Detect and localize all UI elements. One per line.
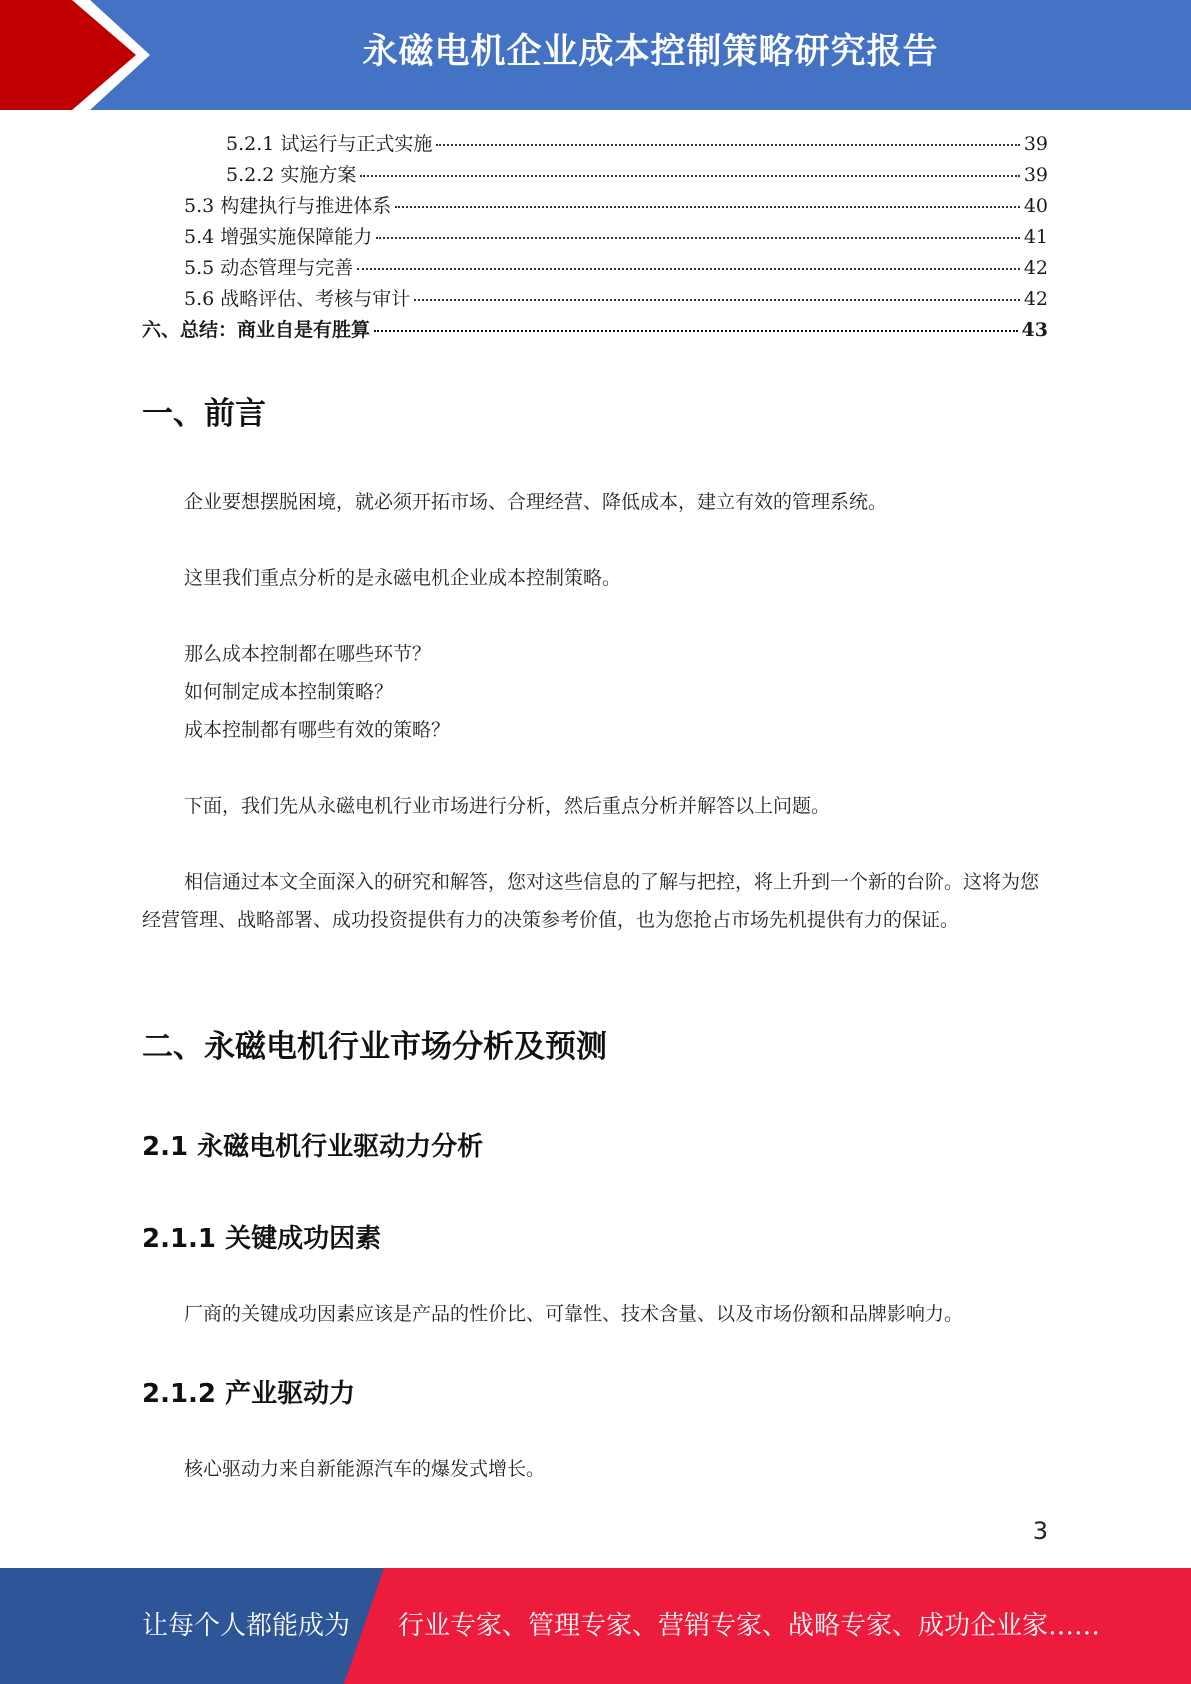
toc-dot-leader <box>374 330 1018 332</box>
toc-dot-leader <box>395 206 1020 208</box>
toc-entry-page: 40 <box>1023 195 1048 217</box>
toc-entry[interactable] <box>142 315 1048 346</box>
section-heading-market: 二、永磁电机行业市场分析及预测 <box>142 1029 607 1065</box>
toc-dot-leader <box>360 175 1019 177</box>
subsection-heading: 2.1.1 关键成功因素 <box>142 1224 382 1254</box>
footer-slogan-left: 让每个人都能成为 <box>142 1611 351 1641</box>
paragraph: 核心驱动力来自新能源汽车的爆发式增长。 <box>184 1458 546 1480</box>
header-arrow-icon <box>0 0 140 110</box>
toc-entry[interactable] <box>142 160 1048 191</box>
page-footer <box>0 1568 1191 1684</box>
table-of-contents <box>142 129 1048 346</box>
page-header <box>0 0 1191 110</box>
question-line: 成本控制都有哪些有效的策略？ <box>184 719 451 741</box>
toc-entry[interactable] <box>142 129 1048 160</box>
toc-entry-page: 42 <box>1023 257 1048 279</box>
toc-entry-page: 39 <box>1023 164 1048 186</box>
toc-entry-page: 41 <box>1023 226 1048 248</box>
paragraph: 相信通过本文全面深入的研究和解答，您对这些信息的了解与把控，将上升到一个新的台阶。这将为您经营管理、战略部署、成功投资提供有力的决策参考价值，也为您抢占市场先机提供有力的保证。 <box>142 871 1040 931</box>
page-number: 3 <box>1032 1517 1048 1545</box>
subsection-heading: 2.1.2 产业驱动力 <box>142 1379 356 1409</box>
toc-entry-label: 5.6 战略评估、考核与审计 <box>184 288 411 310</box>
toc-entry-page: 39 <box>1023 133 1048 155</box>
paragraph: 厂商的关键成功因素应该是产品的性价比、可靠性、技术含量、以及市场份额和品牌影响力。 <box>184 1303 964 1325</box>
toc-entry-page: 43 <box>1021 319 1048 341</box>
toc-dot-leader <box>414 299 1020 301</box>
toc-entry-page: 42 <box>1023 288 1048 310</box>
subsection-heading: 2.1 永磁电机行业驱动力分析 <box>142 1132 484 1162</box>
toc-dot-leader <box>436 144 1019 146</box>
toc-entry-label: 六、总结：商业自是有胜算 <box>142 319 371 341</box>
footer-slogan-right: 行业专家、管理专家、营销专家、战略专家、成功企业家…… <box>398 1611 1101 1641</box>
question-line: 如何制定成本控制策略？ <box>184 681 394 703</box>
toc-entry-label: 5.2.2 实施方案 <box>226 164 357 186</box>
section-heading-preface: 一、前言 <box>142 396 266 432</box>
question-line: 那么成本控制都在哪些环节？ <box>184 643 432 665</box>
toc-entry[interactable] <box>142 222 1048 253</box>
toc-dot-leader <box>376 237 1020 239</box>
toc-entry-label: 5.3 构建执行与推进体系 <box>184 195 392 217</box>
toc-entry[interactable] <box>142 284 1048 315</box>
toc-entry[interactable] <box>142 191 1048 222</box>
paragraph: 这里我们重点分析的是永磁电机企业成本控制策略。 <box>184 567 622 589</box>
toc-entry[interactable] <box>142 253 1048 284</box>
toc-entry-label: 5.4 增强实施保障能力 <box>184 226 373 248</box>
toc-entry-label: 5.2.1 试运行与正式实施 <box>226 133 433 155</box>
toc-dot-leader <box>357 268 1020 270</box>
toc-entry-label: 5.5 动态管理与完善 <box>184 257 354 279</box>
paragraph: 企业要想摆脱困境，就必须开拓市场、合理经营、降低成本，建立有效的管理系统。 <box>184 491 888 513</box>
paragraph: 下面，我们先从永磁电机行业市场进行分析，然后重点分析并解答以上问题。 <box>184 795 831 817</box>
report-title: 永磁电机企业成本控制策略研究报告 <box>362 32 939 72</box>
